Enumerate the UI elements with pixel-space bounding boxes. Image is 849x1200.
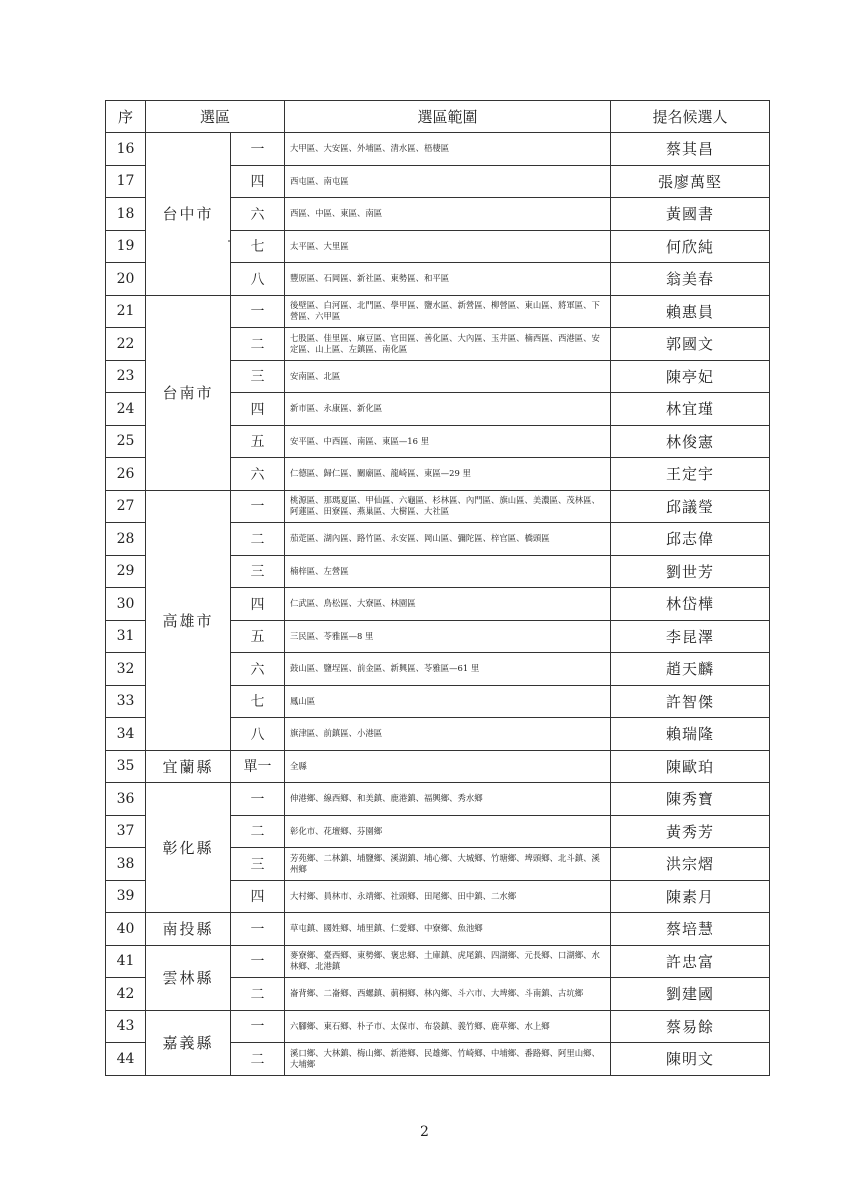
range-cell: 安平區、中西區、南區、東區—16 里	[285, 425, 611, 458]
seq-cell: 29	[106, 555, 146, 588]
range-cell: 西屯區、南屯區	[285, 165, 611, 198]
district-cell: 一	[231, 490, 285, 523]
county-cell: 高雄市	[146, 490, 231, 750]
header-range: 選區範圍	[285, 101, 611, 133]
district-cell: 四	[231, 393, 285, 426]
seq-cell: 42	[106, 978, 146, 1011]
candidate-cell: 陳亭妃	[611, 360, 770, 393]
district-cell: 八	[231, 263, 285, 296]
seq-cell: 36	[106, 783, 146, 816]
range-cell: 仁德區、歸仁區、關廟區、龍崎區、東區—29 里	[285, 458, 611, 491]
header-seq: 序	[106, 101, 146, 133]
district-cell: 三	[231, 360, 285, 393]
candidate-cell: 黃秀芳	[611, 815, 770, 848]
seq-cell: 26	[106, 458, 146, 491]
seq-cell: 43	[106, 1010, 146, 1043]
table-row	[106, 913, 770, 946]
candidate-cell: 林岱樺	[611, 588, 770, 621]
seq-cell: 18	[106, 198, 146, 231]
seq-cell: 20	[106, 263, 146, 296]
range-cell: 芳苑鄉、二林鎮、埔鹽鄉、溪湖鎮、埔心鄉、大城鄉、竹塘鄉、埤頭鄉、北斗鎮、溪州鄉	[285, 848, 611, 881]
range-cell: 七股區、佳里區、麻豆區、官田區、善化區、大內區、玉井區、楠西區、西港區、安定區、山上區、左鎮區、南化區	[285, 328, 611, 361]
district-cell: 二	[231, 523, 285, 556]
range-cell: 西區、中區、東區、南區	[285, 198, 611, 231]
candidate-cell: 許智傑	[611, 685, 770, 718]
candidate-cell: 邱議瑩	[611, 490, 770, 523]
seq-cell: 19	[106, 230, 146, 263]
range-cell: 太平區、大里區	[285, 230, 611, 263]
seq-cell: 17	[106, 165, 146, 198]
range-cell: 楠梓區、左營區	[285, 555, 611, 588]
district-cell: 五	[231, 425, 285, 458]
range-cell: 彰化市、花壇鄉、芬園鄉	[285, 815, 611, 848]
district-cell: 四	[231, 165, 285, 198]
county-cell: 台南市	[146, 295, 231, 490]
candidate-cell: 林宜瑾	[611, 393, 770, 426]
candidate-cell: 邱志偉	[611, 523, 770, 556]
district-cell: 二	[231, 815, 285, 848]
seq-cell: 25	[106, 425, 146, 458]
range-cell: 茄萣區、湖內區、路竹區、永安區、岡山區、彌陀區、梓官區、橋頭區	[285, 523, 611, 556]
candidate-cell: 趙天麟	[611, 653, 770, 686]
table-row	[106, 133, 770, 166]
county-cell: 南投縣	[146, 913, 231, 946]
range-cell: 新市區、永康區、新化區	[285, 393, 611, 426]
district-cell: 單一	[231, 750, 285, 783]
range-cell: 後壁區、白河區、北門區、學甲區、鹽水區、新營區、柳營區、東山區、將軍區、下營區、六甲區	[285, 295, 611, 328]
seq-cell: 28	[106, 523, 146, 556]
seq-cell: 40	[106, 913, 146, 946]
county-cell: 嘉義縣	[146, 1010, 231, 1075]
county-cell: 宜蘭縣	[146, 750, 231, 783]
candidate-cell: 許忠富	[611, 945, 770, 978]
header-candidate: 提名候選人	[611, 101, 770, 133]
range-cell: 三民區、苓雅區—8 里	[285, 620, 611, 653]
candidate-cell: 陳秀寶	[611, 783, 770, 816]
seq-cell: 33	[106, 685, 146, 718]
candidate-cell: 何欣純	[611, 230, 770, 263]
seq-cell: 22	[106, 328, 146, 361]
seq-cell: 23	[106, 360, 146, 393]
scan-speck	[228, 240, 230, 242]
candidate-cell: 陳素月	[611, 880, 770, 913]
range-cell: 安南區、北區	[285, 360, 611, 393]
district-cell: 一	[231, 945, 285, 978]
range-cell: 鳳山區	[285, 685, 611, 718]
range-cell: 大甲區、大安區、外埔區、清水區、梧棲區	[285, 133, 611, 166]
table-row	[106, 1010, 770, 1043]
candidate-cell: 蔡其昌	[611, 133, 770, 166]
range-cell: 仁武區、鳥松區、大寮區、林園區	[285, 588, 611, 621]
district-cell: 八	[231, 718, 285, 751]
district-cell: 六	[231, 458, 285, 491]
seq-cell: 27	[106, 490, 146, 523]
range-cell: 草屯鎮、國姓鄉、埔里鎮、仁愛鄉、中寮鄉、魚池鄉	[285, 913, 611, 946]
district-cell: 二	[231, 328, 285, 361]
seq-cell: 32	[106, 653, 146, 686]
candidate-cell: 王定宇	[611, 458, 770, 491]
district-cell: 六	[231, 198, 285, 231]
seq-cell: 24	[106, 393, 146, 426]
range-cell: 六腳鄉、東石鄉、朴子市、太保市、布袋鎮、義竹鄉、鹿草鄉、水上鄉	[285, 1010, 611, 1043]
candidate-cell: 郭國文	[611, 328, 770, 361]
candidate-cell: 賴惠員	[611, 295, 770, 328]
candidate-cell: 蔡易餘	[611, 1010, 770, 1043]
range-cell: 豐原區、石岡區、新社區、東勢區、和平區	[285, 263, 611, 296]
district-cell: 一	[231, 295, 285, 328]
district-cell: 二	[231, 1043, 285, 1076]
district-cell: 一	[231, 133, 285, 166]
seq-cell: 16	[106, 133, 146, 166]
table-row	[106, 490, 770, 523]
range-cell: 全縣	[285, 750, 611, 783]
table-row	[106, 945, 770, 978]
table-body	[106, 133, 770, 1076]
table-row	[106, 295, 770, 328]
district-cell: 三	[231, 848, 285, 881]
range-cell: 伸港鄉、線西鄉、和美鎮、鹿港鎮、福興鄉、秀水鄉	[285, 783, 611, 816]
range-cell: 桃源區、那瑪夏區、甲仙區、六龜區、杉林區、內門區、旗山區、美濃區、茂林區、阿蓮區、田寮區、燕巢區、大樹區、大社區	[285, 490, 611, 523]
seq-cell: 31	[106, 620, 146, 653]
seq-cell: 39	[106, 880, 146, 913]
candidate-cell: 張廖萬堅	[611, 165, 770, 198]
candidate-cell: 陳歐珀	[611, 750, 770, 783]
seq-cell: 37	[106, 815, 146, 848]
district-cell: 四	[231, 880, 285, 913]
district-cell: 一	[231, 1010, 285, 1043]
seq-cell: 44	[106, 1043, 146, 1076]
county-cell: 彰化縣	[146, 783, 231, 913]
district-cell: 四	[231, 588, 285, 621]
district-cell: 一	[231, 913, 285, 946]
seq-cell: 38	[106, 848, 146, 881]
candidate-cell: 賴瑞隆	[611, 718, 770, 751]
district-cell: 五	[231, 620, 285, 653]
district-cell: 七	[231, 685, 285, 718]
candidate-table	[105, 100, 770, 1076]
range-cell: 崙背鄉、二崙鄉、西螺鎮、莿桐鄉、林內鄉、斗六市、大埤鄉、斗南鎮、古坑鄉	[285, 978, 611, 1011]
header-district: 選區	[146, 101, 285, 133]
candidate-cell: 翁美春	[611, 263, 770, 296]
seq-cell: 30	[106, 588, 146, 621]
table-row	[106, 783, 770, 816]
range-cell: 麥寮鄉、臺西鄉、東勢鄉、褒忠鄉、土庫鎮、虎尾鎮、四湖鄉、元長鄉、口湖鄉、水林鄉、北港鎮	[285, 945, 611, 978]
seq-cell: 41	[106, 945, 146, 978]
county-cell: 台中市	[146, 133, 231, 296]
range-cell: 旗津區、前鎮區、小港區	[285, 718, 611, 751]
candidate-cell: 李昆澤	[611, 620, 770, 653]
district-cell: 二	[231, 978, 285, 1011]
range-cell: 溪口鄉、大林鎮、梅山鄉、新港鄉、民雄鄉、竹崎鄉、中埔鄉、番路鄉、阿里山鄉、大埔鄉	[285, 1043, 611, 1076]
table-header-row	[106, 101, 770, 133]
candidate-cell: 洪宗熠	[611, 848, 770, 881]
district-cell: 七	[231, 230, 285, 263]
candidate-cell: 劉建國	[611, 978, 770, 1011]
range-cell: 大村鄉、員林市、永靖鄉、社頭鄉、田尾鄉、田中鎮、二水鄉	[285, 880, 611, 913]
seq-cell: 35	[106, 750, 146, 783]
seq-cell: 34	[106, 718, 146, 751]
seq-cell: 21	[106, 295, 146, 328]
district-cell: 三	[231, 555, 285, 588]
table-row	[106, 750, 770, 783]
page-number: 2	[420, 1124, 429, 1140]
candidate-cell: 黃國書	[611, 198, 770, 231]
candidate-cell: 林俊憲	[611, 425, 770, 458]
candidate-cell: 陳明文	[611, 1043, 770, 1076]
range-cell: 鼓山區、鹽埕區、前金區、新興區、苓雅區—61 里	[285, 653, 611, 686]
district-cell: 一	[231, 783, 285, 816]
county-cell: 雲林縣	[146, 945, 231, 1010]
candidate-cell: 劉世芳	[611, 555, 770, 588]
candidate-cell: 蔡培慧	[611, 913, 770, 946]
district-cell: 六	[231, 653, 285, 686]
